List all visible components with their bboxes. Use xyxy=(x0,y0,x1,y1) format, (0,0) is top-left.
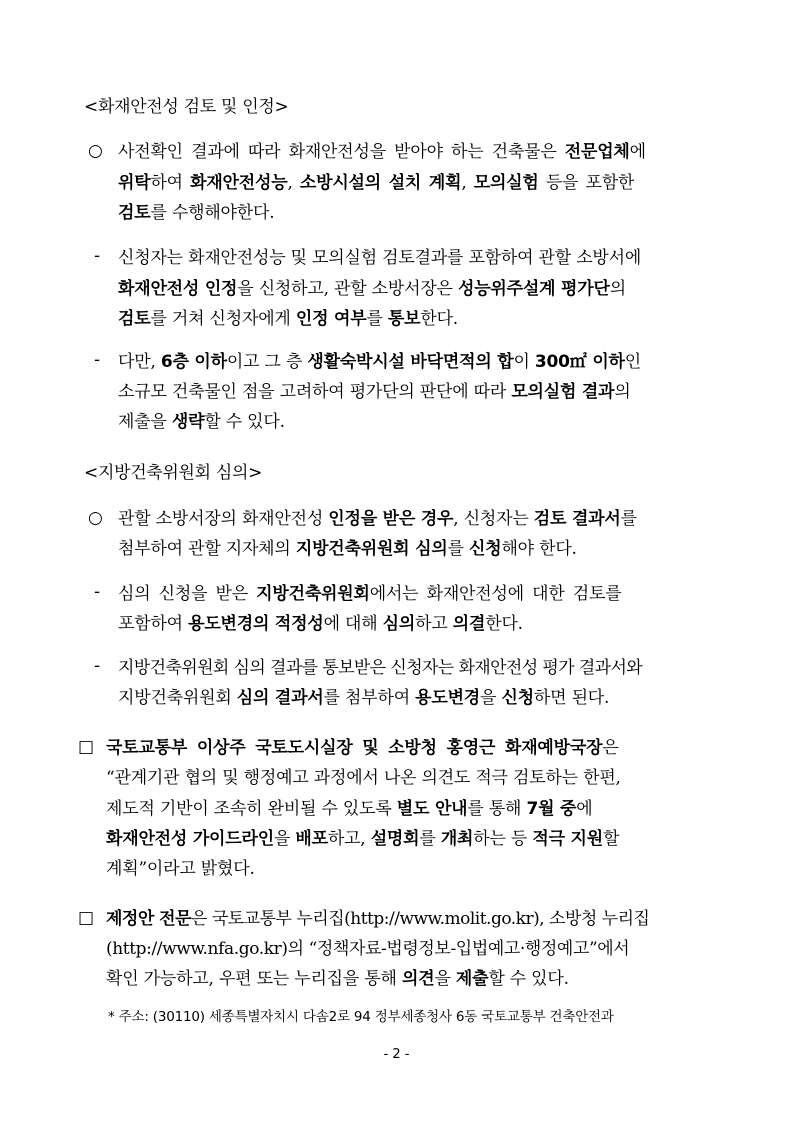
circle-bullet: ○ xyxy=(88,141,103,161)
s2-item3-line1: 지방건축위원회 심의 결과를 통보받은 신청자는 화재안전성 평가 결과서와 xyxy=(118,658,643,678)
para1-line2: “관계기관 협의 및 행정예고 과정에서 나온 의견도 적극 검토하는 한편, xyxy=(106,768,621,788)
s1-item1-line1: 사전확인 결과에 따라 화재안전성을 받아야 하는 건축물은 전문업체에 xyxy=(118,142,646,162)
s2-item1-line1: 관할 소방서장의 화재안전성 인정을 받은 경우, 신청자는 검토 결과서를 xyxy=(118,509,637,529)
section-heading-committee: <지방건축위원회 심의> xyxy=(84,463,263,483)
s2-item2-line1: 심의 신청을 받은 지방건축위원회에서는 화재안전성에 대한 검토를 xyxy=(118,584,622,604)
para1-line3: 제도적 기반이 조속히 완비될 수 있도록 별도 안내를 통해 7월 중에 xyxy=(106,799,593,819)
s1-item2-line1: 신청자는 화재안전성능 및 모의실험 검토결과를 포함하여 관할 소방서에 xyxy=(118,248,642,268)
para1-line5: 계획”이라고 밝혔다. xyxy=(106,859,255,879)
s2-item3-line2: 지방건축위원회 심의 결과서를 첨부하여 용도변경을 신청하면 된다. xyxy=(118,688,610,708)
para2-line1: 제정안 전문은 국토교통부 누리집(http://www.molit.go.kr), 소방청 누리집 xyxy=(106,909,650,929)
para1-line1: 국토교통부 이상주 국토도시실장 및 소방청 홍영근 화재예방국장은 xyxy=(106,738,619,758)
s1-item1-line3: 검토를 수행해야한다. xyxy=(118,203,275,223)
s1-item2-line3: 검토를 거쳐 신청자에게 인정 여부를 통보한다. xyxy=(118,309,458,329)
s1-item3-line1: 다만, 6층 이하이고 그 층 생활숙박시설 바닥면적의 합이 300㎡ 이하인 xyxy=(118,352,642,372)
dash-bullet: - xyxy=(94,656,101,676)
para1-line4: 화재안전성 가이드라인을 배포하고, 설명회를 개최하는 등 적극 지원할 xyxy=(106,829,620,849)
s1-item1-line2: 위탁하여 화재안전성능, 소방시설의 설치 계획, 모의실험 등을 포함한 xyxy=(118,173,635,193)
page-number: - 2 - xyxy=(383,1047,410,1062)
square-bullet: □ xyxy=(78,908,95,928)
s2-item2-line2: 포함하여 용도변경의 적정성에 대해 심의하고 의결한다. xyxy=(118,614,523,634)
square-bullet: □ xyxy=(78,737,95,757)
dash-bullet: - xyxy=(94,246,101,266)
para2-line2: (http://www.nfa.go.kr)의 “정책자료-법령정보-입법예고·행정예고”에서 xyxy=(106,939,630,959)
para2-line3: 확인 가능하고, 우편 또는 누리집을 통해 의견을 제출할 수 있다. xyxy=(106,969,569,989)
dash-bullet: - xyxy=(94,582,101,602)
s1-item3-line3: 제출을 생략할 수 있다. xyxy=(118,412,285,432)
section-heading-fire-safety: <화재안전성 검토 및 인정> xyxy=(84,97,289,117)
s1-item2-line2: 화재안전성 인정을 신청하고, 관할 소방서장은 성능위주설계 평가단의 xyxy=(118,279,626,299)
circle-bullet: ○ xyxy=(88,508,103,528)
dash-bullet: - xyxy=(94,350,101,370)
s1-item3-line2: 소규모 건축물인 점을 고려하여 평가단의 판단에 따라 모의실험 결과의 xyxy=(118,382,631,402)
s2-item1-line2: 첨부하여 관할 지자체의 지방건축위원회 심의를 신청해야 한다. xyxy=(118,539,577,559)
address-note: * 주소: (30110) 세종특별자치시 다솜2로 94 정부세종청사 6동 국토교통부 건축안전과 xyxy=(108,1009,614,1025)
